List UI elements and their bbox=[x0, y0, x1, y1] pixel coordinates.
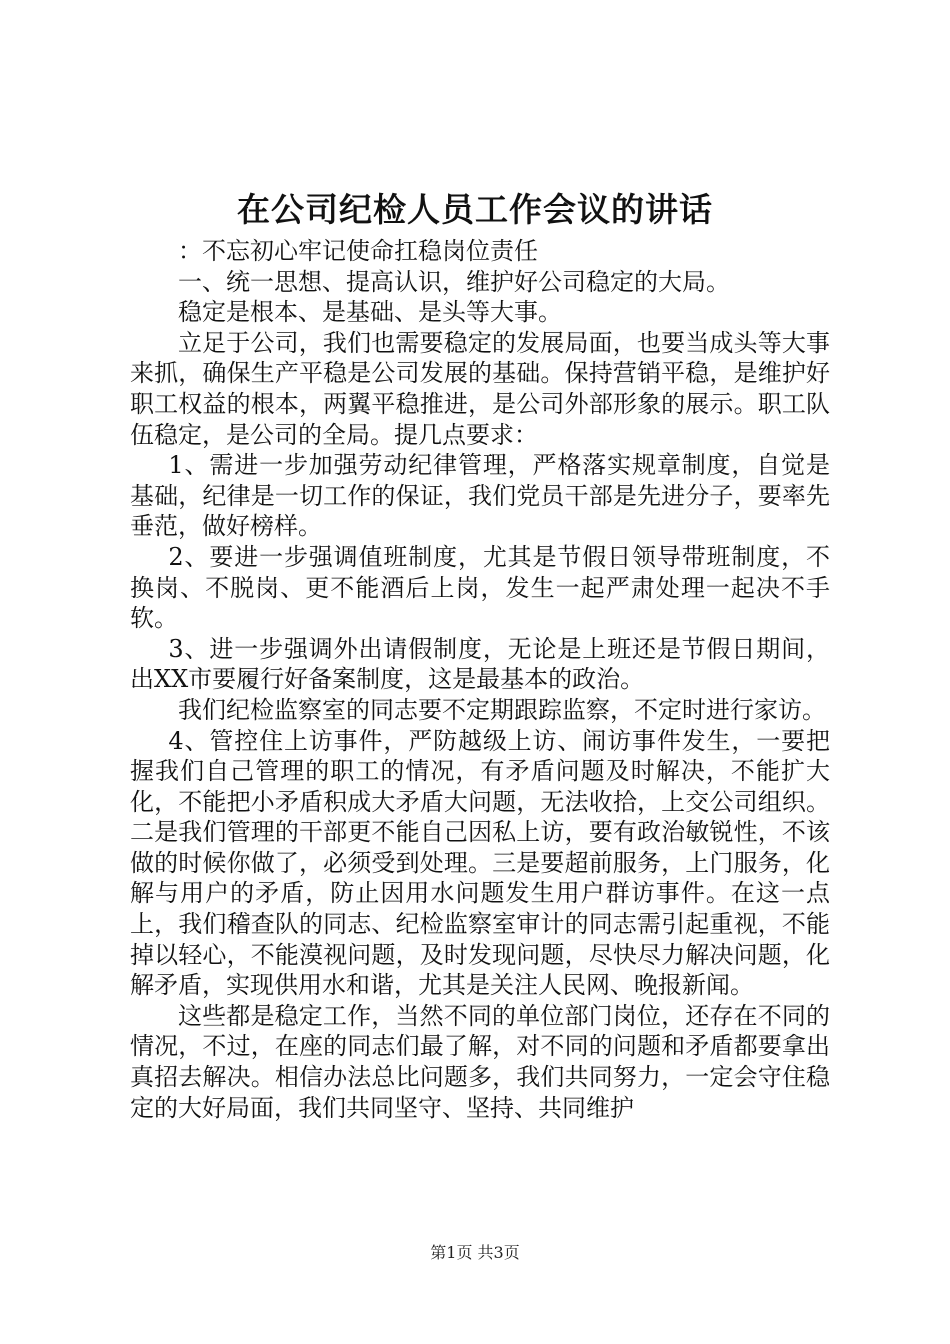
document-body bbox=[130, 236, 830, 1123]
paragraph: 我们纪检监察室的同志要不定期跟踪监察，不定时进行家访。 bbox=[178, 695, 826, 724]
document-title: 在公司纪检人员工作会议的讲话 bbox=[237, 190, 713, 229]
paragraph: 立足于公司，我们也需要稳定的发展局面，也要当成头等大事来抓，确保生产平稳是公司发展的基础。保持营销平稳，是维护好职工权益的根本，两翼平稳推进，是公司外部形象的展示。职工队伍稳定，是公司的全局。提几点要求： bbox=[130, 328, 830, 449]
paragraph-item-1: 1、需进一步加强劳动纪律管理，严格落实规章制度，自觉是基础，纪律是一切工作的保证，我们党员干部是先进分子，要率先垂范，做好榜样。 bbox=[130, 451, 830, 541]
paragraph-subtitle: ：不忘初心牢记使命扛稳岗位责任 bbox=[178, 237, 538, 265]
paragraph-item-3: 3、进一步强调外出请假制度，无论是上班还是节假日期间，出XX市要履行好备案制度，这是最基本的政治。 bbox=[130, 634, 830, 694]
paragraph: 这些都是稳定工作，当然不同的单位部门岗位，还存在不同的情况，不过，在座的同志们最了解，对不同的问题和矛盾都要拿出真招去解决。相信办法总比问题多，我们共同努力，一定会守住稳定的大好局面，我们共同坚守、坚持、共同维护 bbox=[130, 1001, 830, 1122]
page-footer: 第1页 共3页 bbox=[430, 1243, 520, 1262]
paragraph: 稳定是根本、是基础、是头等大事。 bbox=[178, 298, 562, 327]
paragraph-item-4: 4、管控住上访事件，严防越级上访、闹访事件发生，一要把握我们自己管理的职工的情况，有矛盾问题及时解决，不能扩大化，不能把小矛盾积成大矛盾大问题，无法收拾，上交公司组织。二是我们管理的干部更不能自己因私上访，要有政治敏锐性，不该做的时候你做了，必须受到处理。三是要超前服务，上门服务，化解与用户的矛盾，防止因用水问题发生用户群访事件。在这一点上，我们稽查队的同志、纪检监察室审计的同志需引起重视，不能掉以轻心，不能漠视问题，及时发现问题，尽快尽力解决问题，化解矛盾，实现供用水和谐，尤其是关注人民网、晚报新闻。 bbox=[130, 726, 830, 1000]
paragraph-item-2: 2、要进一步强调值班制度，尤其是节假日领导带班制度，不换岗、不脱岗、更不能酒后上岗，发生一起严肃处理一起决不手软。 bbox=[130, 542, 830, 633]
paragraph-section-heading: 一、统一思想、提高认识，维护好公司稳定的大局。 bbox=[178, 267, 730, 296]
